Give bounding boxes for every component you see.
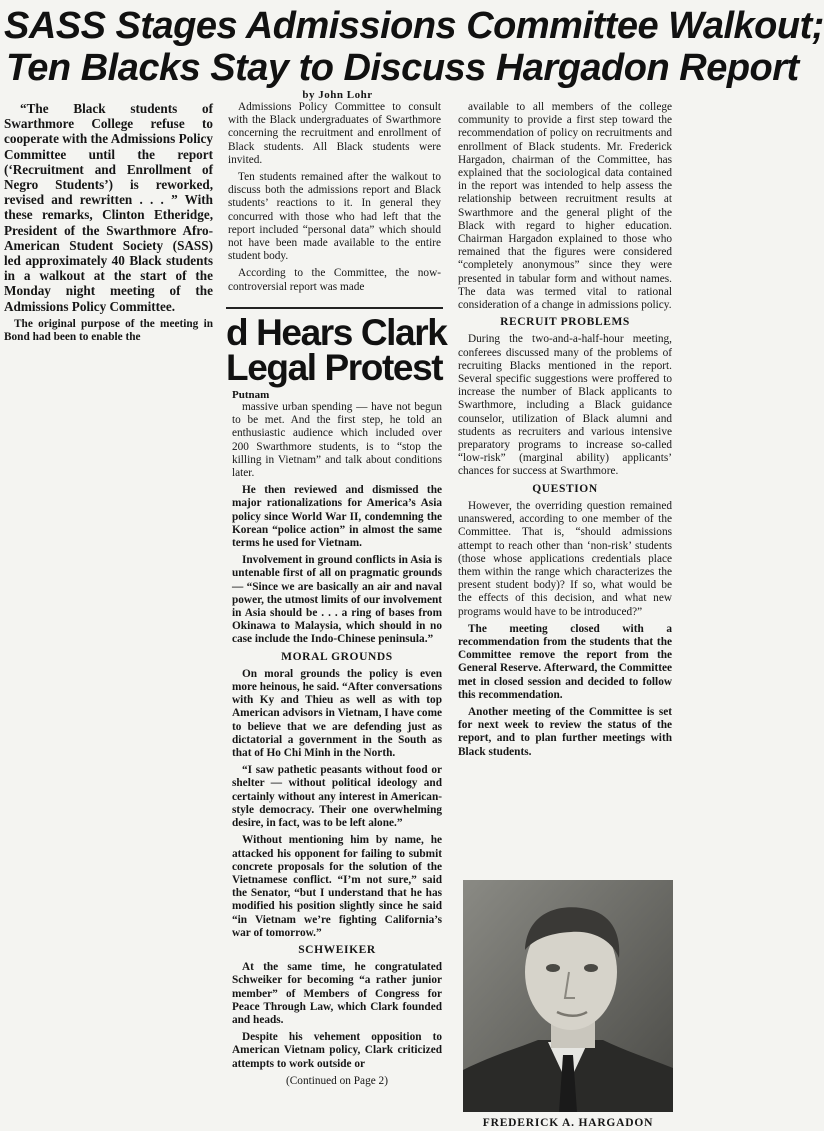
paragraph: Ten students remained after the walkout to discuss both the admissions report and Black students’ reactions to it. In general they concurred with those who had left that the report included “personal data” which should not have been made available to the entire student body. bbox=[228, 171, 441, 263]
paragraph: During the two-and-a-half-hour meeting, conferees discussed many of the problems of recruiting Blacks mentioned in the report. Several specific suggestions were proffered to increase the number of Black applicants to Swarthmore, including a Black guidance counselor, utilization of Black alumni and students as recruiters and various intensive preparatory programs to increase so-called “low-risk” (marginal ability) applicants’ chances for success at Swarthmore. bbox=[458, 333, 672, 478]
article-column-1 bbox=[4, 101, 213, 348]
headline-line-2: Ten Blacks Stay to Discuss Hargadon Report bbox=[6, 47, 799, 89]
subhead-schweiker: SCHWEIKER bbox=[298, 943, 376, 956]
subhead-question: QUESTION bbox=[532, 482, 598, 495]
second-story-byline: Putnam bbox=[232, 389, 270, 401]
paragraph: The original purpose of the meeting in Bond had been to enable the bbox=[4, 317, 213, 344]
paragraph: However, the overriding question remained unanswered, according to one member of the Committee. That is, “should admissions attempt to reach other than ‘non-risk’ students (those whose applications credentials place them within the range which characterizes the present student body)? If so, what would be the effects of this decision, and what new programs would have to be introduced?” bbox=[458, 499, 672, 618]
paragraph: massive urban spending — have not begun to be met. And the first step, he told an enthusiastic audience which included over 200 Swarthmore students, is to “stop the killing in Vietnam” and talk about conditions later. bbox=[232, 401, 442, 480]
continued-notice: (Continued on Page 2) bbox=[286, 1074, 388, 1087]
lead-paragraph: “The Black students of Swarthmore College refuse to cooperate with the Admissions Policy Committee until the report (‘Recruitment and Enrollment of Negro Students’) is reworked, revised and rewritten . . . ” With these remarks, Clinton Etheridge, President of the Swarthmore Afro-American Student Society (SASS) led approximately 40 Black students in a walkout at the start of the Monday night meeting of the Admissions Policy Committee. bbox=[4, 101, 213, 314]
section-divider bbox=[226, 307, 443, 309]
paragraph: “I saw pathetic peasants without food or shelter — without political ideology and certainly without any interest in American-style democracy. Their one overwhelming desire, in fact, was to be left alone.” bbox=[232, 764, 442, 830]
portrait-illustration bbox=[463, 880, 673, 1112]
paragraph: Without mentioning him by name, he attacked his opponent for failing to submit concrete proposals for the solution of the Vietnamese conflict. “I’m not sure,” said the Senator, “but I understand that he has modified his position slightly since he said “in Vietnam we’re fighting California’s war of tomorrow.” bbox=[232, 834, 442, 939]
second-story-column bbox=[232, 401, 442, 1092]
paragraph: He then reviewed and dismissed the major rationalizations for America’s Asia policy since World War II, condemning the Korean “police action” in almost the same terms he used for Vietnam. bbox=[232, 484, 442, 550]
paragraph: Another meeting of the Committee is set for next week to review the status of the report, and to plan further meetings with Black students. bbox=[458, 705, 672, 758]
second-story-headline-line-1: d Hears Clark bbox=[226, 312, 447, 353]
headline-line-1: SASS Stages Admissions Committee Walkout; bbox=[4, 5, 824, 47]
paragraph: According to the Committee, the now-controversial report was made bbox=[228, 267, 441, 293]
article-column-2 bbox=[228, 101, 441, 298]
paragraph: Despite his vehement opposition to American Vietnam policy, Clark criticized attempts to work outside or bbox=[232, 1031, 442, 1070]
subhead-moral-grounds: MORAL GROUNDS bbox=[281, 650, 393, 663]
byline: by John Lohr bbox=[302, 89, 373, 101]
paragraph: Involvement in ground conflicts in Asia is untenable first of all on pragmatic grounds — “Since we are basically an air and naval power, the utmost limits of our involvement in Asia should be . . . a ring of bases from Okinawa to Malaysia, which should in no case include the Indo-Chinese peninsula.” bbox=[232, 554, 442, 646]
paragraph: On moral grounds the policy is even more heinous, he said. “After conversations with Ky and Thieu as well as with top American advisors in Vietnam, I have come to believe that we are defending just as dictatorial a government in the South as that of Ho Chi Minh in the North. bbox=[232, 667, 442, 760]
photo-caption: FREDERICK A. HARGADON bbox=[482, 1117, 654, 1129]
paragraph: The meeting closed with a recommendation from the students that the Committee remove the report from the General Reserve. Afterward, the Committee met in closed session and decided to follow this recommendation. bbox=[458, 622, 672, 701]
portrait-photo bbox=[463, 880, 673, 1112]
subhead-recruit-problems: RECRUIT PROBLEMS bbox=[500, 316, 630, 329]
article-column-3 bbox=[458, 101, 672, 763]
paragraph: At the same time, he congratulated Schweiker for becoming “a rather junior member” of Members of Congress for Peace Through Law, which Clark founded and heads. bbox=[232, 961, 442, 1026]
second-story-headline-line-2: Legal Protest bbox=[226, 347, 443, 388]
paragraph: Admissions Policy Committee to consult with the Black undergraduates of Swarthmore concerning the recruitment and enrollment of Black students. All Black students were invited. bbox=[228, 101, 441, 166]
paragraph: available to all members of the college community to provide a first step toward the recommendation of policy on recruitments and enrollment of Black students. Mr. Frederick Hargadon, chairman of the Committee, has explained that the sociological data contained in the report was intended to help assess the relationship between recruitment results at Swarthmore and the general plight of the Black with regard to higher education. Chairman Hargadon explained to those who remained that the figures were considered “completely anonymous” since they were presented in tabular form and without names. The data was termed vital to rational consideration of a change in admissions policy. bbox=[458, 101, 672, 312]
